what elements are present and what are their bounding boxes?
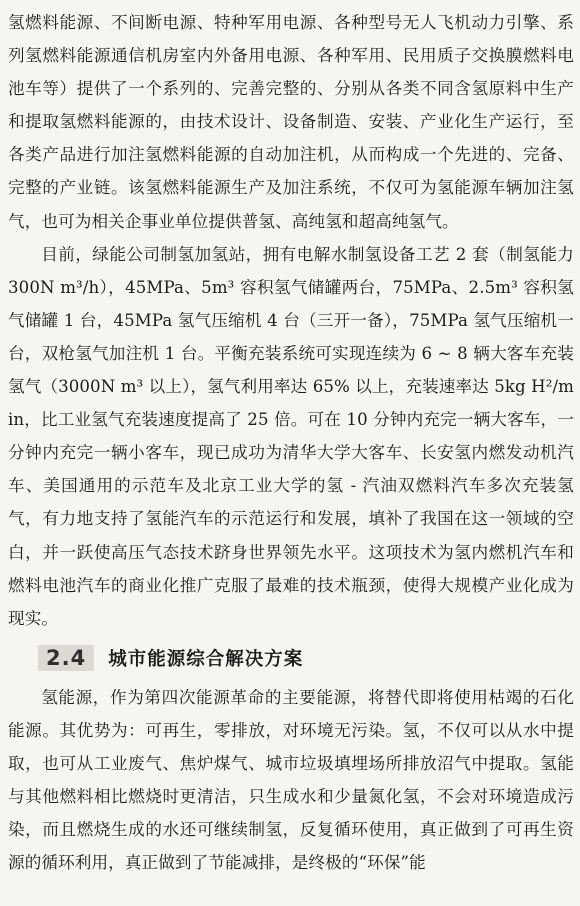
paragraph-current-status: 目前，绿能公司制氢加氢站，拥有电解水制氢设备工艺 2 套（制氢能力 300N m³/h），45MPa、5m³ 容积氢气储罐两台，75MPa、2.5m³ 容积氢气储罐 1 台，45MPa 氢气压缩机 4 台（三开一备），75MPa 氢气压缩机一台，双枪氢气加注机 1 台。平衡充装系统可实现连续为 6 ~ 8 辆大客车充装氢气（3000N m³ 以上），氢气利用率达 65% 以上，充装速率达 5kg H²/min，比工业氢气充装速度提高了 25 倍。可在 10 分钟内充完一辆大客车，一分钟内充完一辆小客车，现已成功为清华大学大客车、长安氢内燃发动机汽车、美国通用的示范车及北京工业大学的氢 - 汽油双燃料汽车多次充装氢气，有力地支持了氢能汽车的示范运行和发展，填补了我国在这一领域的空白，并一跃使高压气态技术跻身世界领先水平。这项技术为氢内燃机汽车和燃料电池汽车的商业化推广克服了最难的技术瓶颈，使得大规模产业化成为现实。 [8,244,574,628]
section-heading [8,638,574,678]
section-title: 城市能源综合解决方案 [108,648,304,670]
paragraph-continuation: 氢燃料能源、不间断电源、特种军用电源、各种型号无人飞机动力引擎、系列氢燃料能源通信机房室内外备用电源、各种军用、民用质子交换膜燃料电池车等）提供了一个系列的、完善完整的、分别从各类不同含氢原料中生产和提取氢燃料能源的，由技术设计、设备制造、安装、产业化生产运行，至各类产品进行加注氢燃料能源的自动加注机，从而构成一个先进的、完备、完整的产业链。该氢燃料能源生产及加注系统，不仅可为氢能源车辆加注氢气，也可为相关企事业单位提供普氢、高纯氢和超高纯氢气。 [8,13,574,231]
paragraph-hydrogen-energy: 氢能源，作为第四次能源革命的主要能源，将替代即将使用枯竭的石化能源。其优势为：可再生，零排放，对环境无污染。氢，不仅可以从水中提取，也可从工业废气、焦炉煤气、城市垃圾填埋场所排放沼气中提取。氢能与其他燃料相比燃烧时更清洁，只生成水和少量氮化氢，不会对环境造成污染，而且燃烧生成的水还可继续制氢，反复循环使用，真正做到了可再生资源的循环利用，真正做到了节能减排，是终极的“环保”能 [8,687,574,873]
section-number: 2.4 [38,645,94,671]
